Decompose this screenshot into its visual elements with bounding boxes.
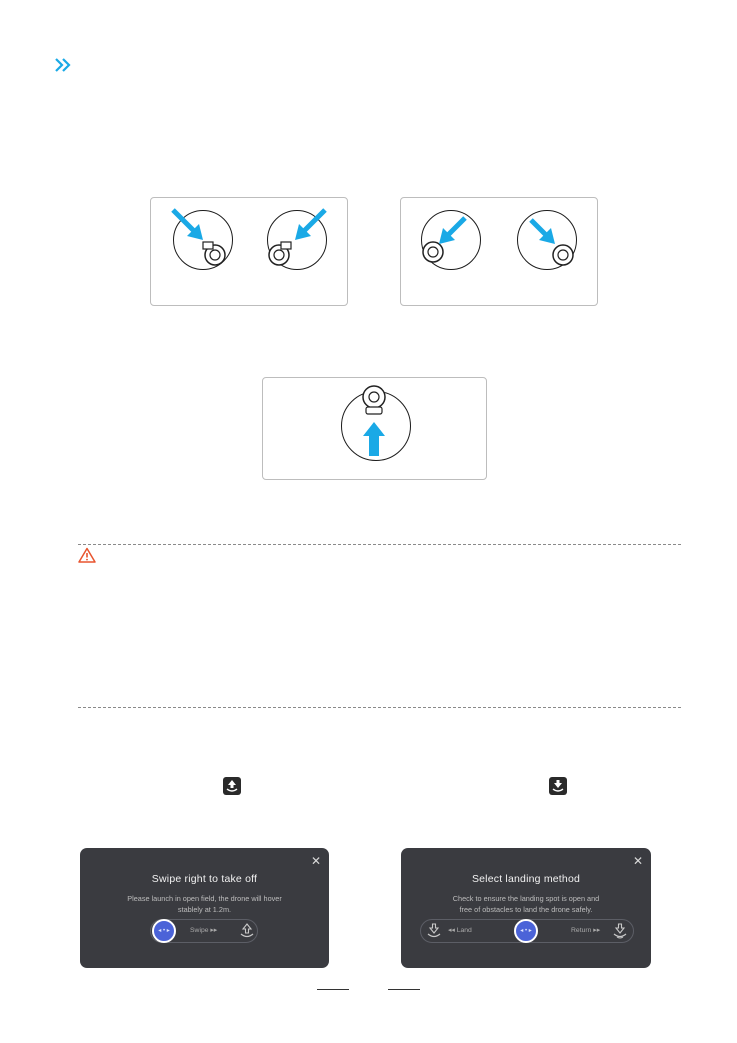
dialog-description-line: Please launch in open field, the drone will hover	[127, 894, 282, 903]
propeller-install-figure-left	[150, 197, 348, 306]
arrow-icon	[173, 210, 203, 240]
swipe-label: Swipe ▸▸	[190, 927, 218, 934]
propeller-install-figure-right	[400, 197, 598, 306]
takeoff-dialog	[80, 848, 329, 968]
arrow-icon	[531, 220, 555, 244]
motor-icon	[363, 386, 385, 414]
double-chevron-right-icon	[53, 56, 75, 74]
landing-icon	[549, 777, 567, 795]
close-icon[interactable]: ✕	[310, 854, 321, 868]
slider-knob[interactable]: ◂ • ▸	[514, 919, 538, 943]
dialog-title: Swipe right to take off	[151, 873, 258, 885]
takeoff-icon	[238, 922, 256, 940]
dialog-description	[110, 893, 299, 915]
warning-triangle-icon	[78, 547, 96, 563]
land-option-label[interactable]: ◂◂ Land	[448, 927, 472, 934]
swipe-knob[interactable]: ◂ • ▸	[152, 919, 176, 943]
dialog-description-line: stablely at 1.2m.	[177, 905, 232, 914]
section-divider-bottom	[78, 707, 681, 708]
install-arrows-graphic	[263, 378, 486, 479]
arrow-icon	[363, 422, 385, 456]
arrow-icon	[439, 218, 465, 244]
dialog-description	[431, 893, 621, 915]
landing-icon[interactable]	[425, 922, 443, 940]
motor-icon	[269, 242, 291, 265]
underline-mark	[317, 989, 349, 990]
dialog-title: Select landing method	[471, 873, 581, 885]
underline-mark	[388, 989, 420, 990]
return-home-icon[interactable]	[611, 922, 629, 940]
motor-icon	[203, 242, 225, 265]
dialog-description-line: free of obstacles to land the drone safely.	[459, 905, 593, 914]
propeller-install-figure-center	[262, 377, 487, 480]
install-arrows-graphic	[401, 198, 597, 305]
dialog-description-line: Check to ensure the landing spot is open and	[452, 894, 600, 903]
motor-icon	[553, 245, 573, 265]
install-arrows-graphic	[151, 198, 347, 305]
section-divider-top	[78, 544, 681, 545]
landing-dialog	[401, 848, 651, 968]
takeoff-icon	[223, 777, 241, 795]
return-option-label[interactable]: Return ▸▸	[571, 927, 601, 934]
arrow-icon	[295, 210, 325, 240]
close-icon[interactable]: ✕	[632, 854, 643, 868]
motor-icon	[423, 242, 443, 262]
